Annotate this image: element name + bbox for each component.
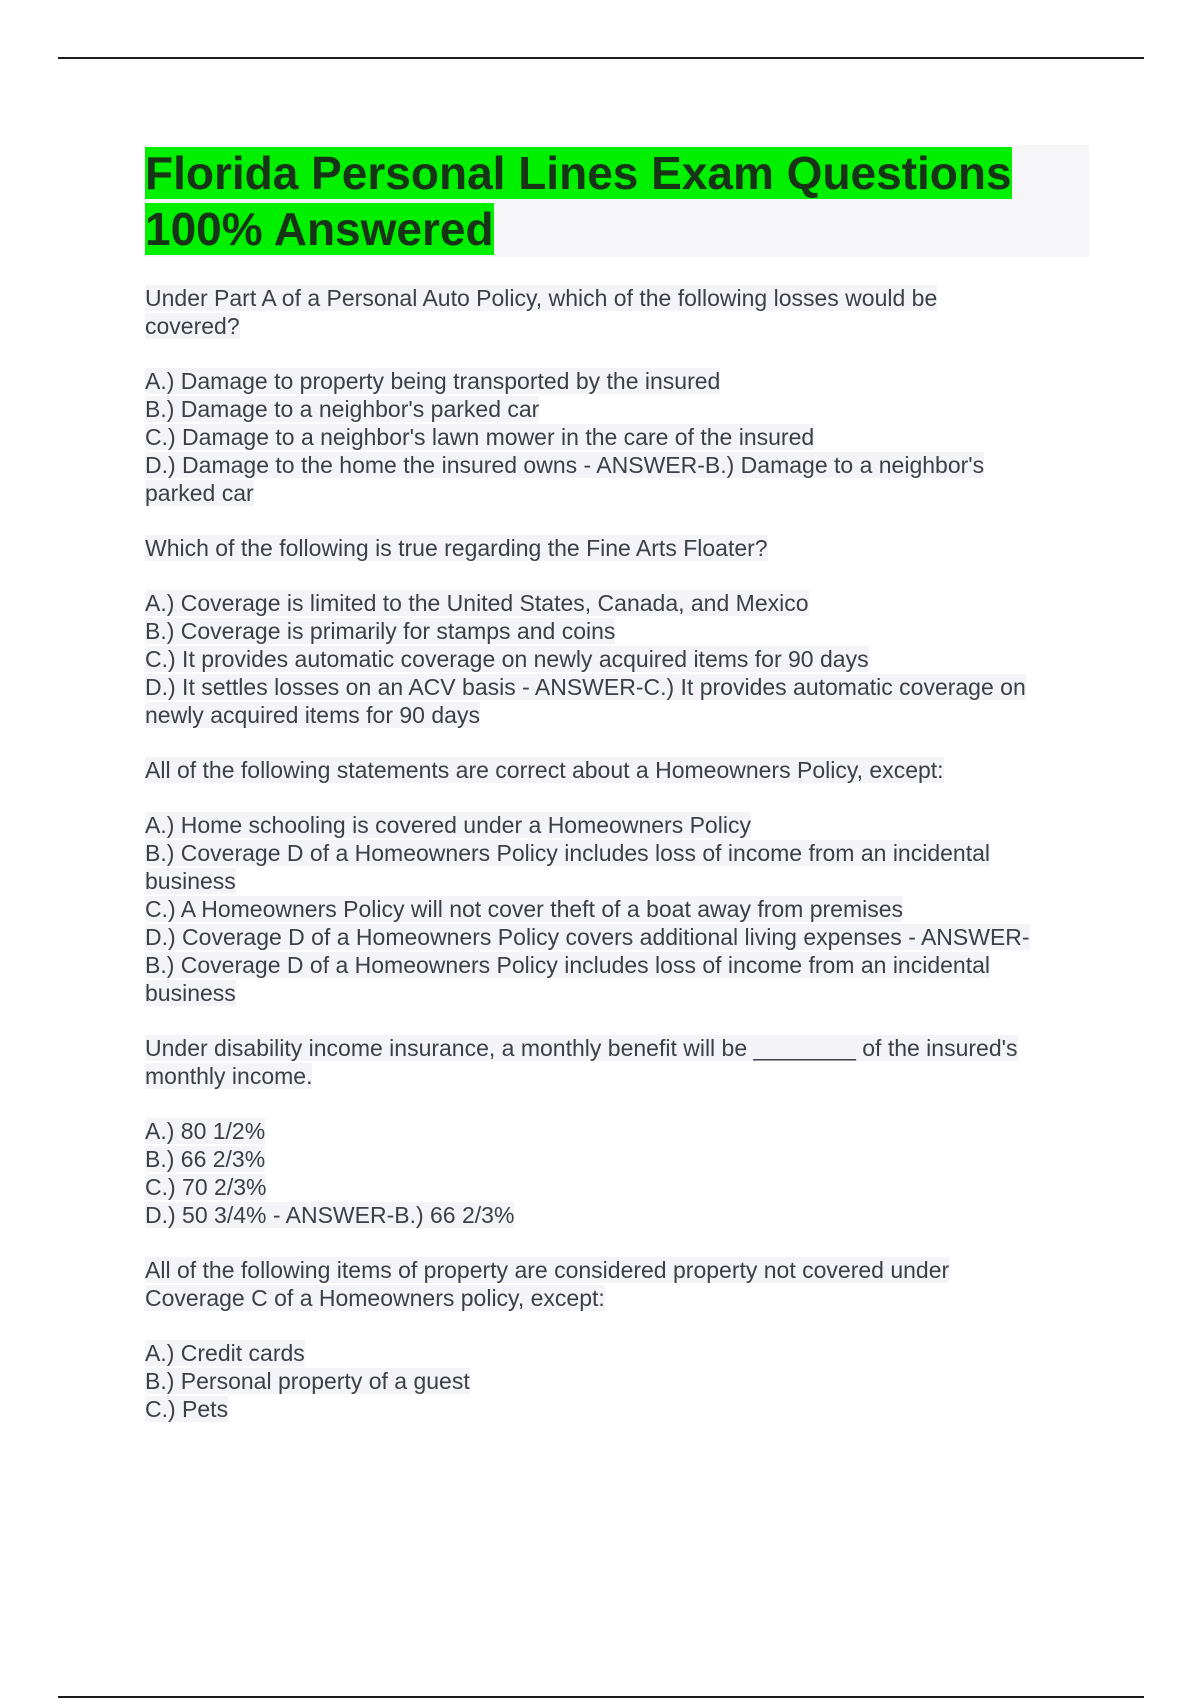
- text-line: [145, 645, 1089, 673]
- text-line: [145, 423, 1089, 451]
- line-text: A.) Home schooling is covered under a Homeowners Policy: [145, 812, 751, 838]
- text-line: [145, 673, 1089, 701]
- text-line: [145, 589, 1089, 617]
- text-line: [145, 895, 1089, 923]
- text-line: [145, 1339, 1089, 1367]
- line-text: Coverage C of a Homeowners policy, except:: [145, 1285, 605, 1311]
- line-text: parked car: [145, 480, 254, 506]
- text-line: [145, 451, 1089, 479]
- text-line: [145, 701, 1089, 729]
- question-4: [145, 1034, 1089, 1090]
- line-text: D.) Coverage D of a Homeowners Policy covers additional living expenses - ANSWER-: [145, 924, 1030, 950]
- line-text: B.) 66 2/3%: [145, 1146, 266, 1172]
- text-line: [145, 1173, 1089, 1201]
- line-text: C.) It provides automatic coverage on newly acquired items for 90 days: [145, 646, 869, 672]
- line-text: Which of the following is true regarding the Fine Arts Floater?: [145, 535, 768, 561]
- line-text: business: [145, 980, 236, 1006]
- line-text: A.) Credit cards: [145, 1340, 305, 1366]
- text-line: [145, 1062, 1089, 1090]
- top-rule: [58, 57, 1144, 59]
- qa-list: [145, 284, 1089, 1423]
- line-text: C.) 70 2/3%: [145, 1174, 267, 1200]
- text-line: [145, 923, 1089, 951]
- line-text: business: [145, 868, 236, 894]
- line-text: C.) Pets: [145, 1396, 229, 1422]
- line-text: A.) 80 1/2%: [145, 1118, 266, 1144]
- text-line: [145, 1395, 1089, 1423]
- text-line: [145, 395, 1089, 423]
- line-text: monthly income.: [145, 1063, 313, 1089]
- options-2: [145, 589, 1089, 729]
- text-line: [145, 284, 1089, 312]
- text-line: [145, 479, 1089, 507]
- line-text: C.) Damage to a neighbor's lawn mower in the care of the insured: [145, 424, 815, 450]
- text-line: [145, 1034, 1089, 1062]
- text-line: [145, 1117, 1089, 1145]
- title-line: 100% Answered: [145, 203, 494, 255]
- text-line: [145, 617, 1089, 645]
- text-line: [145, 1201, 1089, 1229]
- document-title: [145, 145, 1089, 257]
- options-5: [145, 1339, 1089, 1423]
- text-line: [145, 534, 1089, 562]
- line-text: newly acquired items for 90 days: [145, 702, 480, 728]
- bottom-rule: [58, 1696, 1144, 1698]
- line-text: Under disability income insurance, a monthly benefit will be ________ of the insured's: [145, 1035, 1018, 1061]
- question-2: [145, 534, 1089, 562]
- question-3: [145, 756, 1089, 784]
- text-line: [145, 756, 1089, 784]
- title-block: [145, 145, 1089, 257]
- line-text: All of the following items of property are considered property not covered under: [145, 1257, 950, 1283]
- line-text: C.) A Homeowners Policy will not cover theft of a boat away from premises: [145, 896, 904, 922]
- line-text: B.) Personal property of a guest: [145, 1368, 470, 1394]
- question-5: [145, 1256, 1089, 1312]
- options-1: [145, 367, 1089, 507]
- text-line: [145, 811, 1089, 839]
- text-line: [145, 979, 1089, 1007]
- line-text: B.) Coverage D of a Homeowners Policy includes loss of income from an incidental: [145, 840, 990, 866]
- text-line: [145, 1367, 1089, 1395]
- document-content: [145, 145, 1089, 1450]
- text-line: [145, 312, 1089, 340]
- text-line: [145, 1256, 1089, 1284]
- text-line: [145, 1284, 1089, 1312]
- line-text: D.) Damage to the home the insured owns - ANSWER-B.) Damage to a neighbor's: [145, 452, 985, 478]
- options-3: [145, 811, 1089, 1007]
- title-line: Florida Personal Lines Exam Questions: [145, 147, 1012, 199]
- line-text: All of the following statements are correct about a Homeowners Policy, except:: [145, 757, 944, 783]
- text-line: [145, 839, 1089, 867]
- line-text: A.) Coverage is limited to the United States, Canada, and Mexico: [145, 590, 809, 616]
- text-line: [145, 367, 1089, 395]
- line-text: B.) Coverage D of a Homeowners Policy includes loss of income from an incidental: [145, 952, 990, 978]
- question-1: [145, 284, 1089, 340]
- text-line: [145, 1145, 1089, 1173]
- line-text: covered?: [145, 313, 240, 339]
- line-text: D.) 50 3/4% - ANSWER-B.) 66 2/3%: [145, 1202, 515, 1228]
- line-text: D.) It settles losses on an ACV basis - ANSWER-C.) It provides automatic coverage on: [145, 674, 1026, 700]
- line-text: Under Part A of a Personal Auto Policy, which of the following losses would be: [145, 285, 938, 311]
- line-text: B.) Coverage is primarily for stamps and coins: [145, 618, 616, 644]
- options-4: [145, 1117, 1089, 1229]
- line-text: B.) Damage to a neighbor's parked car: [145, 396, 540, 422]
- text-line: [145, 951, 1089, 979]
- text-line: [145, 867, 1089, 895]
- line-text: A.) Damage to property being transported by the insured: [145, 368, 721, 394]
